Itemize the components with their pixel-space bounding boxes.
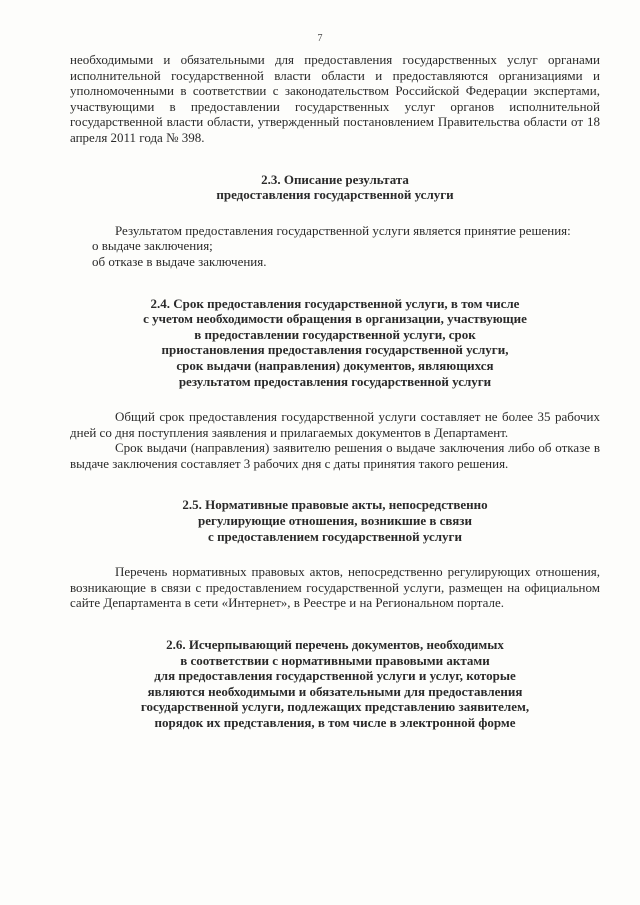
heading-line: срок выдачи (направления) документов, являющихся [176,357,494,373]
heading-line: результатом предоставления государственной услуги [178,373,492,389]
section-2-3-paragraph: Результатом предоставления государственной услуги является принятие решения: [115,222,571,238]
heading-line: приостановления предоставления государственной услуги, [161,342,509,358]
section-2-5-paragraph: Перечень нормативных правовых актов, непосредственно регулирующих отношения, возникающие в связи с предоставлением государственной услуги, размещен на официальном сайте Департамента в сети «Интернет», в Реестре и на Региональном портале. [70,564,600,611]
heading-line: порядок их представления, в том числе в электронной форме [154,715,516,730]
heading-line: 2.6. Исчерпывающий перечень документов, необходимых [166,637,504,653]
page-content [70,52,600,731]
heading-line: в соответствии с нормативными правовыми актами [180,652,490,668]
section-2-3-heading [70,172,600,203]
heading-line: 2.3. Описание результата [261,171,409,187]
section-2-4-paragraph: Срок выдачи (направления) заявителю решения о выдаче заключения либо об отказе в выдаче заключения составляет 3 рабочих дня с даты принятия такого решения. [70,440,600,471]
section-2-6-heading [70,637,600,731]
section-2-5-heading [70,497,600,544]
section-2-4-heading [70,296,600,390]
heading-line: в предоставлении государственной услуги, срок [194,326,476,342]
heading-line: с предоставлением государственной услуги [208,528,462,544]
heading-line: являются необходимыми и обязательными для предоставления [147,683,523,699]
result-item: об отказе в выдаче заключения. [92,253,267,269]
heading-line: 2.4. Срок предоставления государственной услуги, в том числе [150,295,520,311]
page-number: 7 [317,33,323,44]
result-item: о выдаче заключения; [92,238,213,254]
heading-line: регулирующие отношения, возникшие в связи [197,513,473,529]
heading-line: для предоставления государственной услуги и услуг, которые [154,668,516,684]
heading-line: с учетом необходимости обращения в организации, участвующие [143,311,527,327]
section-2-4-paragraph: Общий срок предоставления государственной услуги составляет не более 35 рабочих дней со дня поступления заявления и прилагаемых документов в Департамент. [70,409,600,440]
heading-line: 2.5. Нормативные правовые акты, непосредственно [182,497,488,513]
intro-paragraph: необходимыми и обязательными для предоставления государственных услуг органами исполнительной государственной власти области и предоставляются организациями и уполномоченными в соответствии с законодательством Российской Федерации экспертами, участвующими в предоставлении государственных услуг органов исполнительной государственной власти области, утвержденный постановлением Правительства области от 18 апреля 2011 года № 398. [70,52,600,145]
heading-line: предоставления государственной услуги [216,187,454,203]
heading-line: государственной услуги, подлежащих представлению заявителем, [140,699,530,715]
